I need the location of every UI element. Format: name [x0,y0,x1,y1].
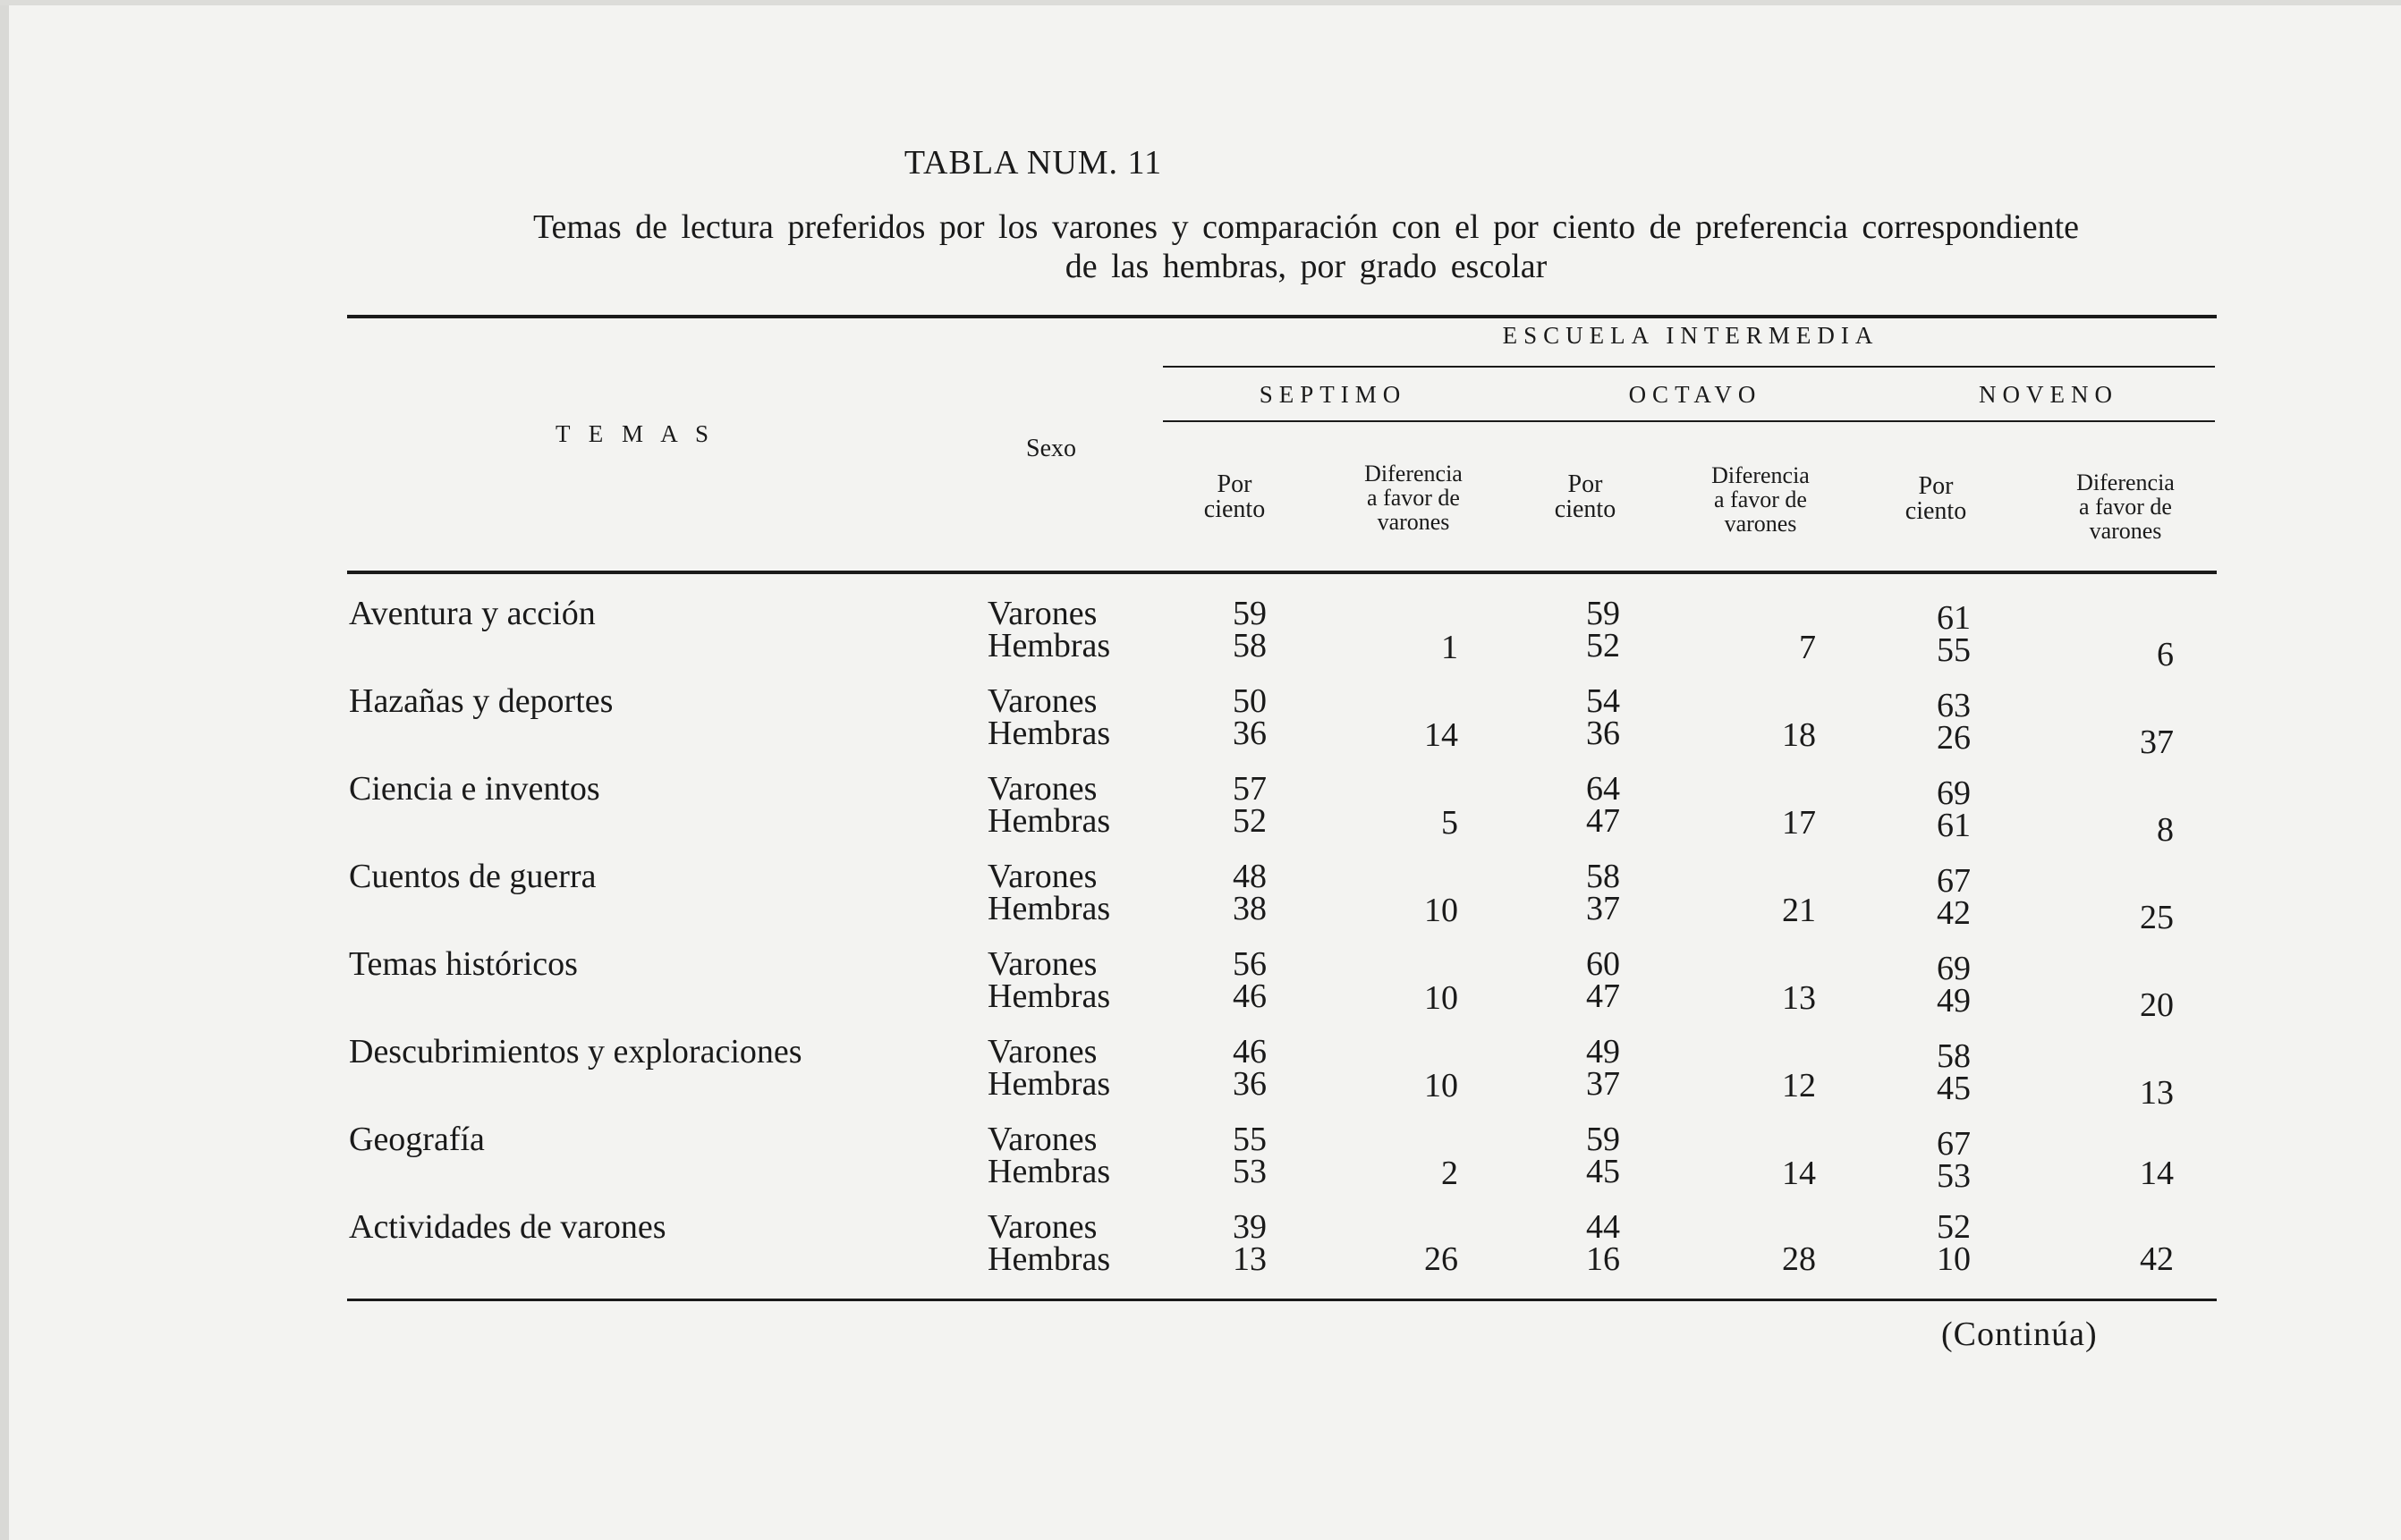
por-ciento-line-2: ciento [1905,497,1967,525]
sexo-header: Sexo [1026,435,1076,462]
septimo-values [1214,1208,1285,1278]
octavo-hembras: 37 [1586,1065,1620,1103]
septimo-varones: 57 [1233,770,1267,808]
por-ciento-line-2: ciento [1203,495,1266,523]
noveno-diferencia: 14 [2140,1155,2174,1192]
diferencia-line-1: Diferencia [2076,470,2175,495]
sexo-hembras: Hembras [988,1065,1111,1103]
octavo-values [1567,1033,1639,1103]
grade-noveno: NOVENO [1979,381,2118,408]
diferencia-line-3: varones [2089,518,2162,544]
octavo-hembras: 45 [1586,1153,1620,1190]
table-subtitle [349,207,2263,286]
sexo-varones: Varones [988,595,1098,632]
diferencia-line-1: Diferencia [1364,461,1463,487]
page-edge-left [0,0,9,1540]
septimo-diferencia: 10 [1424,892,1458,929]
septimo-varones: 46 [1233,1033,1267,1070]
octavo-varones: 58 [1586,858,1620,895]
octavo-varones: 64 [1586,770,1620,808]
octavo-varones: 59 [1586,595,1620,632]
septimo-values [1214,1123,1285,1188]
sexo-cell [988,597,1110,662]
septimo-hembras: 53 [1233,1153,1267,1190]
octavo-hembras: 36 [1586,715,1620,752]
header-bottom-rule [347,571,2217,574]
octavo-diferencia: 28 [1782,1240,1816,1278]
octavo-hembras: 37 [1586,890,1620,927]
por-ciento-header [1882,474,1990,524]
tema-label: Actividades de varones [349,1208,666,1246]
septimo-diferencia: 14 [1424,716,1458,754]
sexo-cell [988,860,1110,925]
table-title: TABLA NUM. 11 [904,144,1163,182]
tema-label: Geografía [349,1121,485,1158]
octavo-diferencia: 21 [1782,892,1816,929]
page-edge-top [0,0,2401,5]
noveno-diferencia: 25 [2140,899,2174,936]
octavo-values [1567,770,1639,840]
diferencia-line-1: Diferencia [1711,462,1810,488]
diferencia-line-3: varones [1724,511,1797,537]
octavo-values [1567,1123,1639,1188]
septimo-values [1214,682,1285,752]
noveno-values [1918,599,1990,669]
octavo-values [1567,597,1639,662]
sexo-varones: Varones [988,1033,1098,1070]
octavo-values [1567,1208,1639,1278]
diferencia-line-2: a favor de [2079,494,2172,520]
por-ciento-header [1531,472,1639,522]
septimo-varones: 56 [1233,945,1267,983]
noveno-values [1918,1037,1990,1107]
septimo-varones: 59 [1233,595,1267,632]
sexo-varones: Varones [988,945,1098,983]
noveno-hembras: 45 [1937,1070,1971,1107]
continua-note: (Continúa) [1941,1316,2098,1353]
sexo-cell [988,1208,1111,1278]
diferencia-line-3: varones [1377,509,1450,535]
por-ciento-line-2: ciento [1554,495,1616,523]
octavo-values [1567,945,1639,1015]
table-bottom-rule [347,1299,2217,1301]
noveno-hembras: 10 [1937,1240,1971,1278]
sexo-hembras: Hembras [988,802,1111,840]
sexo-hembras: Hembras [988,627,1111,664]
septimo-hembras: 46 [1233,977,1267,1015]
noveno-varones: 63 [1937,687,1971,724]
octavo-hembras: 47 [1586,977,1620,1015]
septimo-values [1214,1033,1285,1103]
octavo-varones: 44 [1586,1208,1620,1246]
tema-label: Hazañas y deportes [349,682,614,720]
sexo-cell [988,945,1111,1015]
septimo-hembras: 13 [1233,1240,1267,1278]
por-ciento-line-1: Por [1918,472,1954,500]
octavo-values [1567,682,1639,752]
noveno-values [1918,950,1990,1020]
octavo-hembras: 47 [1586,802,1620,840]
tema-label: Aventura y acción [349,595,596,632]
septimo-varones: 39 [1233,1208,1267,1246]
subtitle-line-1: Temas de lectura preferidos por los varones y comparación con el por ciento de preferencia correspondiente [532,208,2079,246]
octavo-values [1567,860,1639,925]
noveno-diferencia: 37 [2140,723,2174,761]
tema-label: Cuentos de guerra [349,858,597,895]
noveno-varones: 58 [1937,1037,1971,1075]
septimo-varones: 48 [1233,858,1267,895]
noveno-diferencia: 8 [2157,811,2174,849]
sexo-cell [988,682,1111,752]
octavo-diferencia: 14 [1782,1155,1816,1192]
escuela-rule [1163,366,2215,368]
noveno-hembras: 61 [1937,807,1971,844]
sexo-varones: Varones [988,1208,1098,1246]
septimo-values [1214,945,1285,1015]
septimo-diferencia: 1 [1441,629,1458,666]
temas-header: T E M A S [555,420,716,447]
grade-rule [1163,420,2215,422]
por-ciento-line-1: Por [1567,470,1603,498]
diferencia-line-2: a favor de [1714,487,1807,512]
octavo-varones: 59 [1586,1121,1620,1158]
noveno-hembras: 55 [1937,631,1971,669]
noveno-hembras: 42 [1937,894,1971,932]
diferencia-header [1671,463,1850,536]
sexo-hembras: Hembras [988,890,1111,927]
noveno-varones: 61 [1937,599,1971,637]
octavo-varones: 54 [1586,682,1620,720]
septimo-hembras: 36 [1233,1065,1267,1103]
septimo-hembras: 38 [1233,890,1267,927]
noveno-hembras: 53 [1937,1157,1971,1195]
septimo-values [1214,770,1285,840]
diferencia-line-2: a favor de [1367,485,1460,511]
sexo-varones: Varones [988,770,1098,808]
noveno-values [1918,1208,1990,1278]
noveno-varones: 52 [1937,1208,1971,1246]
sexo-varones: Varones [988,1121,1098,1158]
noveno-varones: 67 [1937,1125,1971,1163]
subtitle-line-2: de las hembras, por grado escolar [1065,248,1548,285]
noveno-varones: 69 [1937,774,1971,812]
octavo-diferencia: 18 [1782,716,1816,754]
tema-label: Temas históricos [349,945,578,983]
tema-label: Descubrimientos y exploraciones [349,1033,802,1070]
noveno-hembras: 26 [1937,719,1971,757]
sexo-cell [988,770,1111,840]
por-ciento-line-1: Por [1217,470,1252,498]
sexo-cell [988,1123,1110,1188]
septimo-values [1214,860,1285,925]
septimo-varones: 55 [1233,1121,1267,1158]
noveno-diferencia: 42 [2140,1240,2174,1278]
grade-octavo: OCTAVO [1628,381,1762,408]
septimo-hembras: 58 [1233,627,1267,664]
escuela-intermedia-header: ESCUELA INTERMEDIA [1502,322,1879,349]
octavo-varones: 49 [1586,1033,1620,1070]
noveno-hembras: 49 [1937,982,1971,1020]
septimo-hembras: 52 [1233,802,1267,840]
octavo-hembras: 52 [1586,627,1620,664]
octavo-hembras: 16 [1586,1240,1620,1278]
octavo-diferencia: 12 [1782,1067,1816,1104]
sexo-varones: Varones [988,682,1098,720]
diferencia-header [1324,461,1503,534]
noveno-values [1918,774,1990,844]
septimo-diferencia: 26 [1424,1240,1458,1278]
octavo-diferencia: 13 [1782,979,1816,1017]
octavo-diferencia: 7 [1799,629,1816,666]
septimo-diferencia: 10 [1424,979,1458,1017]
septimo-varones: 50 [1233,682,1267,720]
noveno-diferencia: 13 [2140,1074,2174,1112]
sexo-hembras: Hembras [988,715,1111,752]
septimo-values [1214,597,1285,662]
septimo-diferencia: 10 [1424,1067,1458,1104]
noveno-diferencia: 20 [2140,986,2174,1024]
tema-label: Ciencia e inventos [349,770,600,808]
noveno-diferencia: 6 [2157,636,2174,673]
noveno-values [1918,862,1990,932]
sexo-varones: Varones [988,858,1098,895]
sexo-hembras: Hembras [988,977,1111,1015]
sexo-hembras: Hembras [988,1153,1111,1190]
diferencia-header [2036,470,2215,543]
top-rule [347,315,2217,318]
noveno-varones: 67 [1937,862,1971,900]
octavo-diferencia: 17 [1782,804,1816,842]
septimo-diferencia: 5 [1441,804,1458,842]
septimo-diferencia: 2 [1441,1155,1458,1192]
sexo-cell [988,1033,1111,1103]
septimo-hembras: 36 [1233,715,1267,752]
noveno-values [1918,1125,1990,1195]
por-ciento-header [1181,472,1288,522]
noveno-values [1918,687,1990,757]
noveno-varones: 69 [1937,950,1971,987]
octavo-varones: 60 [1586,945,1620,983]
grade-septimo: SEPTIMO [1259,381,1407,408]
sexo-hembras: Hembras [988,1240,1111,1278]
